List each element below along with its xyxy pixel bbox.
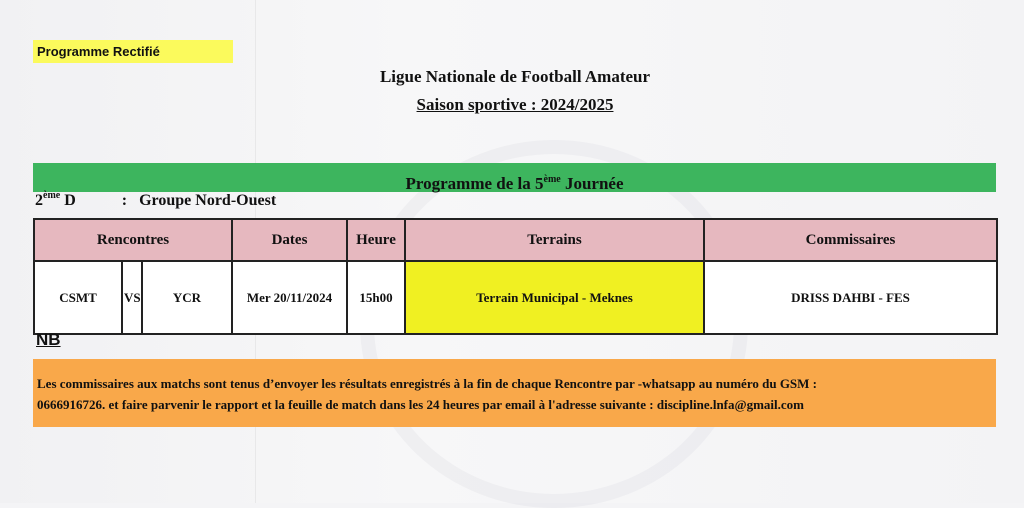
banner-suffix: Journée (560, 174, 624, 193)
table-header-row (34, 219, 997, 261)
header-rencontres: Rencontres (34, 219, 232, 261)
banner-sup: ème (543, 174, 561, 185)
division-level: 2 (35, 192, 43, 209)
rectified-tag: Programme Rectifié (33, 40, 233, 63)
division-level-sup: ème (43, 190, 61, 201)
banner-prefix: Programme de la 5 (405, 174, 544, 193)
match-time: 15h00 (347, 261, 405, 334)
table-row (34, 261, 997, 334)
group-name: Groupe Nord-Ouest (139, 192, 277, 209)
header-heure: Heure (347, 219, 405, 261)
division-colon: : (121, 192, 128, 209)
header-terrains: Terrains (405, 219, 704, 261)
header-dates: Dates (232, 219, 347, 261)
schedule-table (33, 218, 998, 335)
away-team: YCR (142, 261, 232, 334)
season-title: Saison sportive : 2024/2025 (416, 95, 614, 114)
match-terrain: Terrain Municipal - Meknes (405, 261, 704, 334)
division-line (35, 190, 276, 210)
match-date: Mer 20/11/2024 (232, 261, 347, 334)
matchday-banner (33, 163, 996, 192)
match-commissaire: DRISS DAHBI - FES (704, 261, 997, 334)
nb-label: NB (36, 330, 61, 349)
home-team: CSMT (34, 261, 122, 334)
vs-label: VS (122, 261, 142, 334)
nb-line-1: Les commissaires aux matchs sont tenus d’envoyer les résultats enregistrés à la fin de chaque Rencontre par -whatsapp au numéro du GSM : (37, 376, 818, 391)
nb-notice (33, 359, 996, 427)
league-title: Ligue Nationale de Football Amateur (379, 67, 651, 86)
header-commissaires: Commissaires (704, 219, 997, 261)
nb-line-2: 0666916726. et faire parvenir le rapport et la feuille de match dans les 24 heures par email à l'adresse suivante : discipline.lnfa@gmail.com (37, 397, 805, 412)
division-letter: D (60, 192, 76, 209)
